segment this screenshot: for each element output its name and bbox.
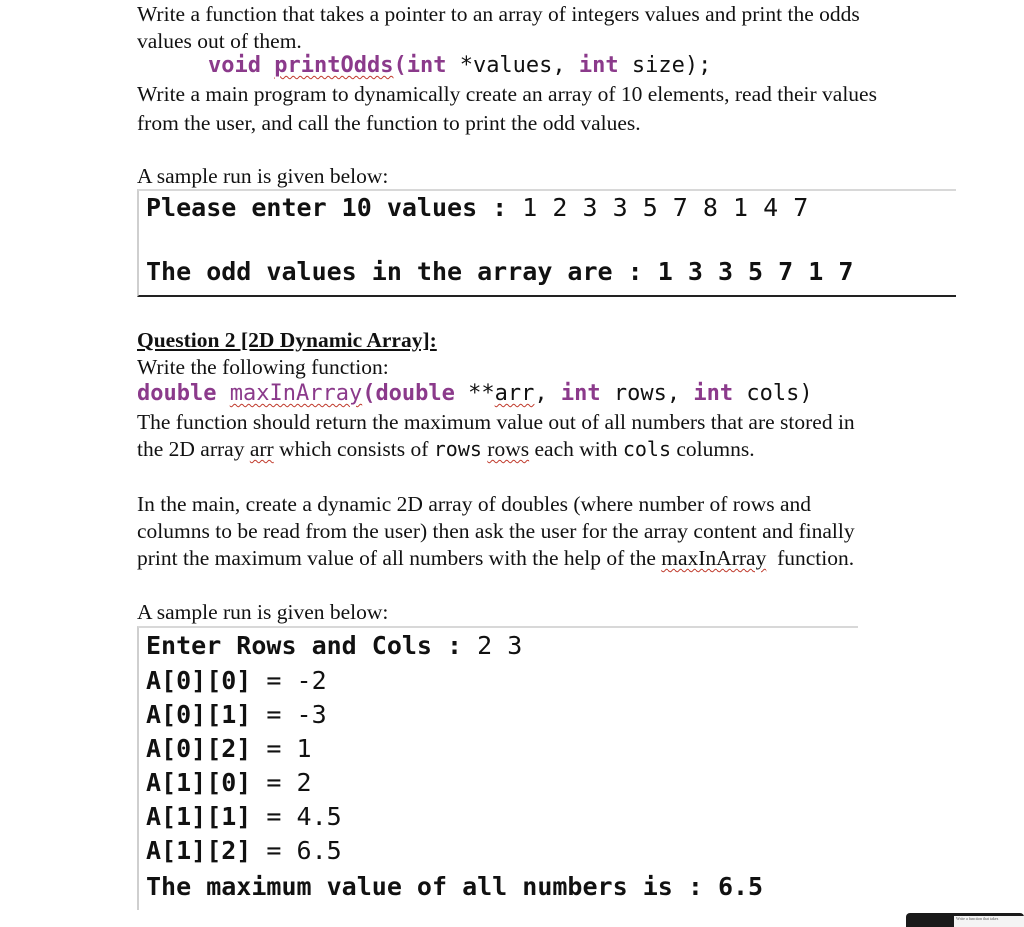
q2-run-row-value: = 2 (251, 768, 312, 797)
q2-run-row-value: = 4.5 (251, 802, 342, 831)
q1-main-line-2: from the user, and call the function to print the odd values. (137, 111, 641, 135)
param-cols: cols) (733, 381, 813, 406)
q2-run-row-label: A[1][0] (146, 768, 252, 797)
term-cols-code: cols (622, 437, 672, 461)
q2-run-row-label: A[1][1] (146, 802, 252, 831)
keyword-void: void (208, 53, 261, 78)
q2-run-row-value: = 6.5 (251, 836, 342, 865)
q1-sample-label: A sample run is given below: (137, 164, 389, 188)
q1-intro-line-2: values out of them. (137, 29, 302, 53)
q2-run-row (146, 836, 342, 865)
keyword-double: double (375, 381, 455, 406)
q1-main-line-1: Write a main program to dynamically create an array of 10 elements, read their values (137, 82, 877, 106)
q1-run-input: 1 2 3 3 5 7 8 1 4 7 (507, 193, 809, 222)
q2-description-line-1: The function should return the maximum value out of all numbers that are stored in (137, 410, 855, 434)
function-name-maxinarray: maxInArray (229, 381, 363, 406)
q2-run-row-label: A[0][2] (146, 734, 252, 763)
q2-run-row-label: A[0][0] (146, 666, 252, 695)
param-size: size); (618, 53, 712, 78)
q2-heading: Question 2 [2D Dynamic Array]: (137, 328, 437, 352)
q1-run-result-values: 1 3 3 5 7 1 7 (642, 257, 854, 286)
q2-run-result-label: The maximum value of all numbers is : (146, 872, 703, 901)
q1-intro-line-1: Write a function that takes a pointer to an array of integers values and print the odds (137, 2, 860, 26)
q2-run-row (146, 802, 342, 831)
q2-run-row-value: = 1 (251, 734, 312, 763)
q2-run-prompt: Enter Rows and Cols : (146, 631, 463, 660)
text-fragment: the 2D array (137, 437, 250, 461)
q1-function-signature (208, 52, 711, 80)
param-arr: arr (494, 381, 535, 406)
q1-run-prompt: Please enter 10 values : (146, 193, 508, 222)
q2-description-line-2 (137, 435, 755, 463)
page-thumbnail-caption: Write a function that takes (956, 916, 999, 921)
text-fragment: print the maximum value of all numbers with the help of the (137, 546, 662, 570)
term-maxinarray: maxInArray (661, 546, 767, 570)
q2-run-row (146, 734, 312, 763)
q2-run-row-label: A[0][1] (146, 700, 252, 729)
q2-run-row (146, 700, 327, 729)
q1-run-result-label: The odd values in the array are : (146, 257, 643, 286)
q2-run-result-line (146, 872, 763, 901)
paren-open: ( (362, 381, 376, 406)
keyword-double: double (137, 381, 217, 406)
keyword-int: int (406, 53, 447, 78)
param-values: *values, (446, 53, 579, 78)
term-rows: rows (487, 437, 530, 461)
paren-open: ( (393, 53, 407, 78)
q2-run-row-label: A[1][2] (146, 836, 252, 865)
text-fragment: columns. (671, 437, 755, 461)
param-comma: , (534, 381, 561, 406)
q2-run-result-value: 6.5 (702, 872, 764, 901)
param-rows: rows, (600, 381, 694, 406)
q1-run-line-2 (146, 257, 853, 286)
q2-function-signature (137, 380, 813, 408)
page-thumbnail[interactable] (906, 913, 1024, 927)
keyword-int: int (693, 381, 734, 406)
param-stars: ** (454, 381, 495, 406)
q2-run-row (146, 666, 327, 695)
term-rows-code: rows (433, 437, 482, 461)
q1-sample-run-output (137, 189, 956, 297)
q2-run-line-prompt (146, 631, 522, 660)
term-arr: arr (249, 437, 274, 461)
text-fragment: each with (529, 437, 623, 461)
q2-main-line-3 (137, 544, 854, 572)
q2-run-row (146, 768, 312, 797)
q2-main-line-1: In the main, create a dynamic 2D array of doubles (where number of rows and (137, 492, 812, 516)
q2-run-input: 2 3 (462, 631, 523, 660)
q2-intro: Write the following function: (137, 355, 389, 379)
function-name-printodds: printOdds (274, 53, 394, 78)
text-fragment: function. (766, 546, 855, 570)
q2-sample-run-output (137, 626, 858, 910)
text-fragment: which consists of (273, 437, 434, 461)
q2-run-row-value: = -2 (251, 666, 327, 695)
page-thumbnail-preview[interactable] (954, 916, 1024, 927)
q2-main-line-2: columns to be read from the user) then ask the user for the array content and finally (137, 519, 855, 543)
q2-sample-label: A sample run is given below: (137, 600, 389, 624)
keyword-int: int (560, 381, 601, 406)
q1-run-line-1 (146, 193, 808, 222)
keyword-int: int (578, 53, 619, 78)
q2-run-row-value: = -3 (251, 700, 327, 729)
